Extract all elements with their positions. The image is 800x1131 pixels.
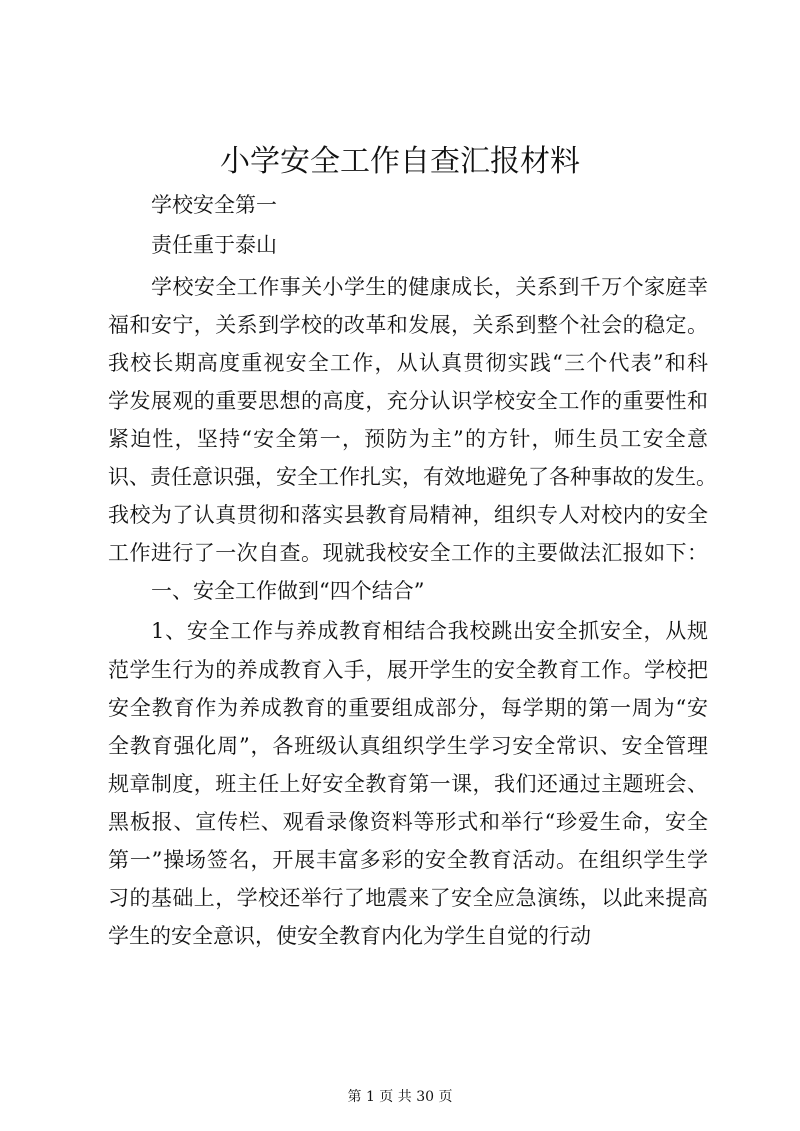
paragraph-line: 我校长期高度重视安全工作，从认真贯彻实践“三个代表”和科 <box>108 351 708 375</box>
paragraph-line: 识、责任意识强，安全工作扎实，有效地避免了各种事故的发生。 <box>108 465 717 489</box>
paragraph-line: 1、安全工作与养成教育相结合我校跳出安全抓安全，从规 <box>151 619 708 643</box>
paragraph-line: 黑板报、宣传栏、观看录像资料等形式和举行“珍爱生命，安全 <box>108 810 708 834</box>
paragraph-line: 紧迫性，坚持“安全第一，预防为主”的方针，师生员工安全意 <box>108 427 708 451</box>
paragraph-line: 范学生行为的养成教育入手，展开学生的安全教育工作。学校把 <box>108 658 708 682</box>
page-number-footer: 第 1 页 共 30 页 <box>347 1089 453 1105</box>
section-heading: 一、安全工作做到“四个结合” <box>151 579 425 603</box>
paragraph-line: 学生的安全意识，使安全教育内化为学生自觉的行动 <box>108 924 591 948</box>
paragraph-line: 全教育强化周”，各班级认真组织学生学习安全常识、安全管理 <box>108 734 708 758</box>
document-title: 小学安全工作自查汇报材料 <box>220 144 580 179</box>
paragraph-line: 学校安全第一 <box>151 193 277 217</box>
paragraph-line: 学发展观的重要思想的高度，充分认识学校安全工作的重要性和 <box>108 389 708 413</box>
paragraph-line: 规章制度，班主任上好安全教育第一课，我们还通过主题班会、 <box>108 772 708 796</box>
paragraph-line: 第一”操场签名，开展丰富多彩的安全教育活动。在组织学生学 <box>108 848 708 872</box>
paragraph-line: 责任重于泰山 <box>151 233 277 257</box>
paragraph-line: 习的基础上，学校还举行了地震来了安全应急演练，以此来提高 <box>108 886 708 910</box>
paragraph-line: 学校安全工作事关小学生的健康成长，关系到千万个家庭幸 <box>151 275 708 299</box>
paragraph-line: 福和安宁，关系到学校的改革和发展，关系到整个社会的稳定。 <box>108 313 708 337</box>
paragraph-line: 我校为了认真贯彻和落实县教育局精神，组织专人对校内的安全 <box>108 503 708 527</box>
paragraph-line: 安全教育作为养成教育的重要组成部分，每学期的第一周为“安 <box>108 696 708 720</box>
paragraph-line: 工作进行了一次自查。现就我校安全工作的主要做法汇报如下： <box>108 541 708 565</box>
